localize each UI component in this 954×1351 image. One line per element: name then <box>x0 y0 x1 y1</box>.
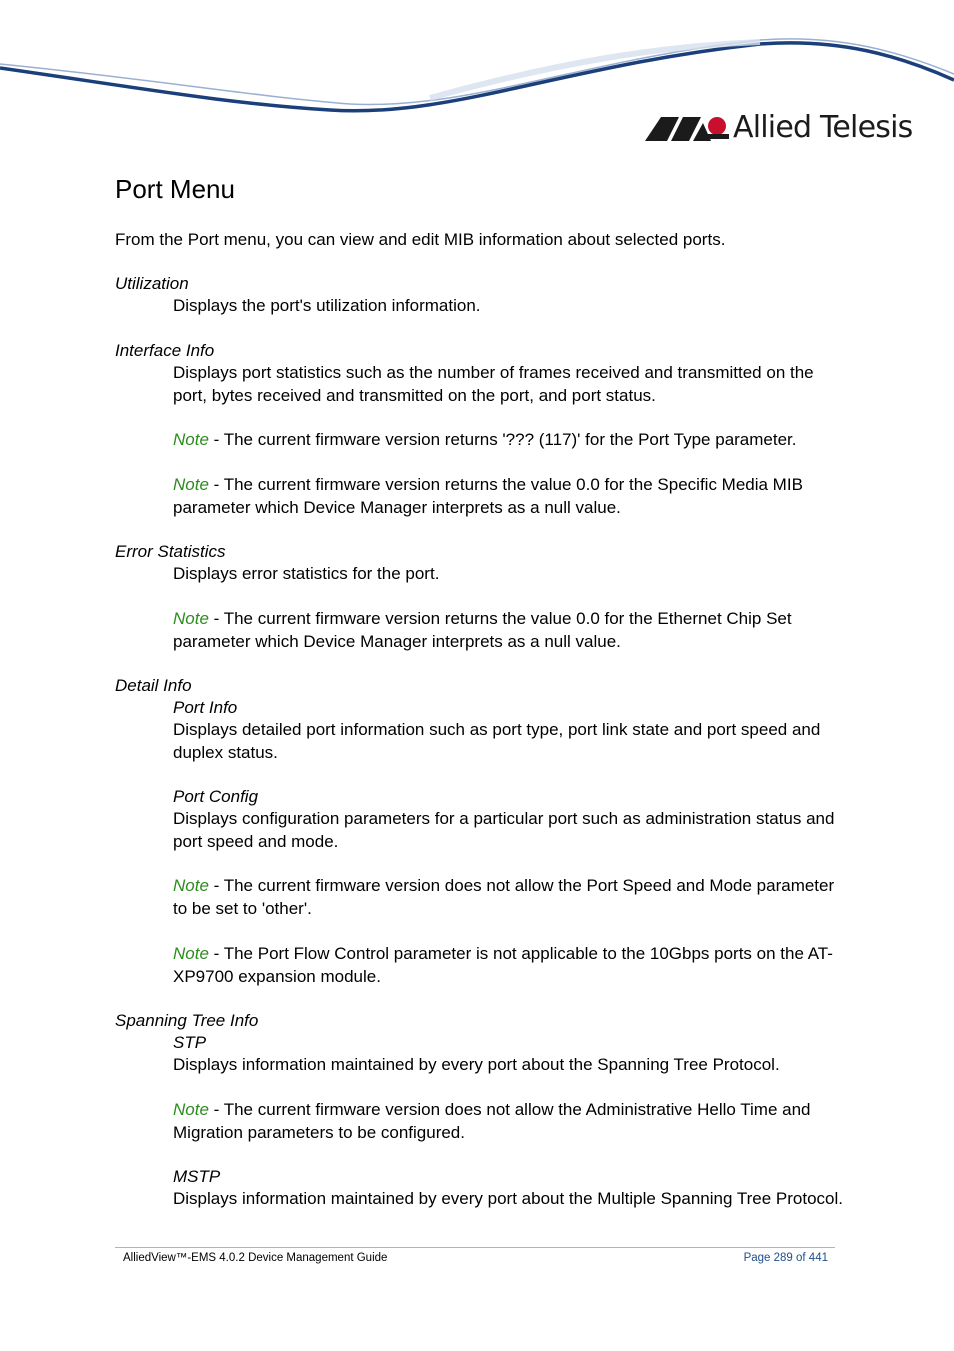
note-text: - The current firmware version does not allow the Administrative Hello Time and Migration parameters to be configured. <box>173 1100 811 1142</box>
note-label: Note <box>173 430 209 449</box>
note-label: Note <box>173 475 209 494</box>
brand-name: Allied Telesis <box>733 110 913 145</box>
desc-utilization: Displays the port's utilization information. <box>173 296 481 315</box>
desc-port-config: Displays configuration parameters for a particular port such as administration status and port speed and mode. <box>173 809 835 851</box>
note-text: - The Port Flow Control parameter is not applicable to the 10Gbps ports on the AT-XP9700 expansion module. <box>173 944 833 986</box>
note-detail-info-1 <box>173 875 843 920</box>
note-label: Note <box>173 1100 209 1119</box>
footer-divider <box>115 1247 835 1248</box>
allied-telesis-logo <box>645 110 913 146</box>
note-text: - The current firmware version returns the value 0.0 for the Specific Media MIB parameter which Device Manager interprets as a null value. <box>173 475 803 517</box>
desc-stp: Displays information maintained by every port about the Spanning Tree Protocol. <box>173 1055 780 1074</box>
desc-mstp: Displays information maintained by every port about the Multiple Spanning Tree Protocol. <box>173 1189 843 1208</box>
term-stp: STP <box>173 1033 207 1052</box>
term-detail-info: Detail Info <box>115 676 192 695</box>
footer-page-number: Page 289 of 441 <box>743 1252 828 1264</box>
note-text: - The current firmware version returns the value 0.0 for the Ethernet Chip Set parameter which Device Manager interprets as a null value. <box>173 609 792 651</box>
term-error-statistics: Error Statistics <box>115 542 226 561</box>
allied-telesis-logo-icon <box>645 113 729 141</box>
term-mstp: MSTP <box>173 1167 221 1186</box>
term-port-info: Port Info <box>173 698 238 717</box>
desc-interface-info: Displays port statistics such as the number of frames received and transmitted on the port, bytes received and transmitted on the port, and port status. <box>173 363 814 405</box>
note-spanning-tree-info-1 <box>173 1099 843 1144</box>
desc-error-statistics: Displays error statistics for the port. <box>173 564 440 583</box>
note-detail-info-2 <box>173 943 843 988</box>
note-error-statistics-1 <box>173 608 843 653</box>
note-label: Note <box>173 944 209 963</box>
term-utilization: Utilization <box>115 274 189 293</box>
footer-doc-title: AlliedView™-EMS 4.0.2 Device Management Guide <box>123 1252 388 1264</box>
note-text: - The current firmware version does not allow the Port Speed and Mode parameter to be set to 'other'. <box>173 876 835 918</box>
intro-paragraph: From the Port menu, you can view and edit MIB information about selected ports. <box>115 230 726 249</box>
note-label: Note <box>173 609 209 628</box>
term-port-config: Port Config <box>173 787 259 806</box>
note-interface-info-1 <box>173 429 843 452</box>
note-interface-info-2 <box>173 474 843 519</box>
note-text: - The current firmware version returns '??? (117)' for the Port Type parameter. <box>208 430 797 449</box>
page-title: Port Menu <box>115 174 235 204</box>
desc-port-info: Displays detailed port information such as port type, port link state and port speed and duplex status. <box>173 720 821 762</box>
term-spanning-tree-info: Spanning Tree Info <box>115 1011 259 1030</box>
term-interface-info: Interface Info <box>115 341 215 360</box>
note-label: Note <box>173 876 209 895</box>
